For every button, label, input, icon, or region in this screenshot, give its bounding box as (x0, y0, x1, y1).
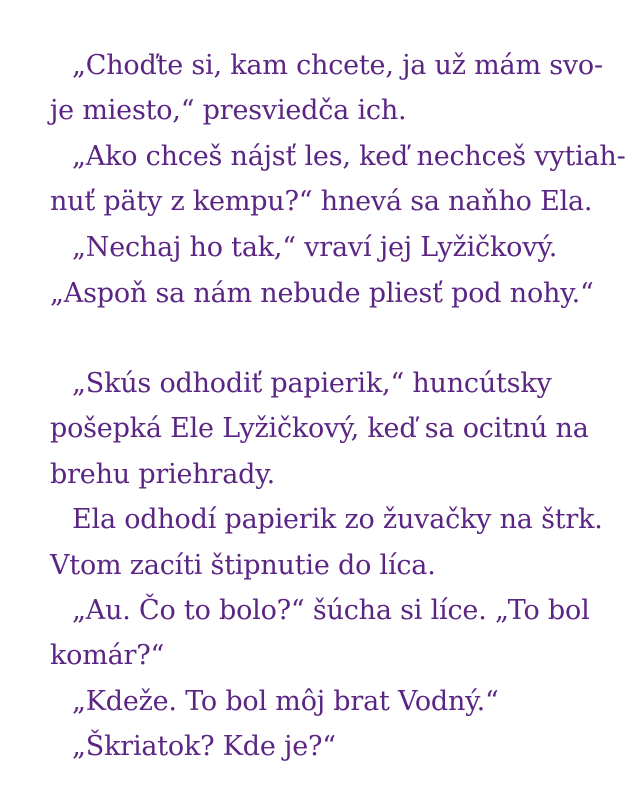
text-line: je miesto,“ presviedča ich. (50, 95, 407, 126)
text-line: „Ako chceš nájsť les, keď nechceš vytiah- (72, 141, 626, 172)
text-line: „Škriatok? Kde je?“ (72, 731, 336, 762)
text-line: Vtom zacíti štipnutie do líca. (50, 550, 436, 581)
text-line: „Choďte si, kam chcete, ja už mám svo- (72, 50, 603, 81)
text-line: komár?“ (50, 640, 165, 671)
text-line: brehu priehrady. (50, 459, 276, 490)
text-line: „Au. Čo to bolo?“ šúcha si líce. „To bol (72, 595, 590, 626)
text-line: Ela odhodí papierik zo žuvačky na štrk. (72, 504, 603, 535)
text-line: pošepká Ele Lyžičkový, keď sa ocitnú na (50, 413, 589, 444)
text-line: nuť päty z kempu?“ hnevá sa naňho Ela. (50, 186, 593, 217)
text-line: „Nechaj ho tak,“ vraví jej Lyžičkový. (72, 232, 558, 263)
text-line: „Skús odhodiť papierik,“ huncútsky (72, 368, 552, 399)
text-line: „Aspoň sa nám nebude pliesť pod nohy.“ (50, 278, 594, 309)
text-line: „Kdeže. To bol môj brat Vodný.“ (72, 686, 499, 717)
